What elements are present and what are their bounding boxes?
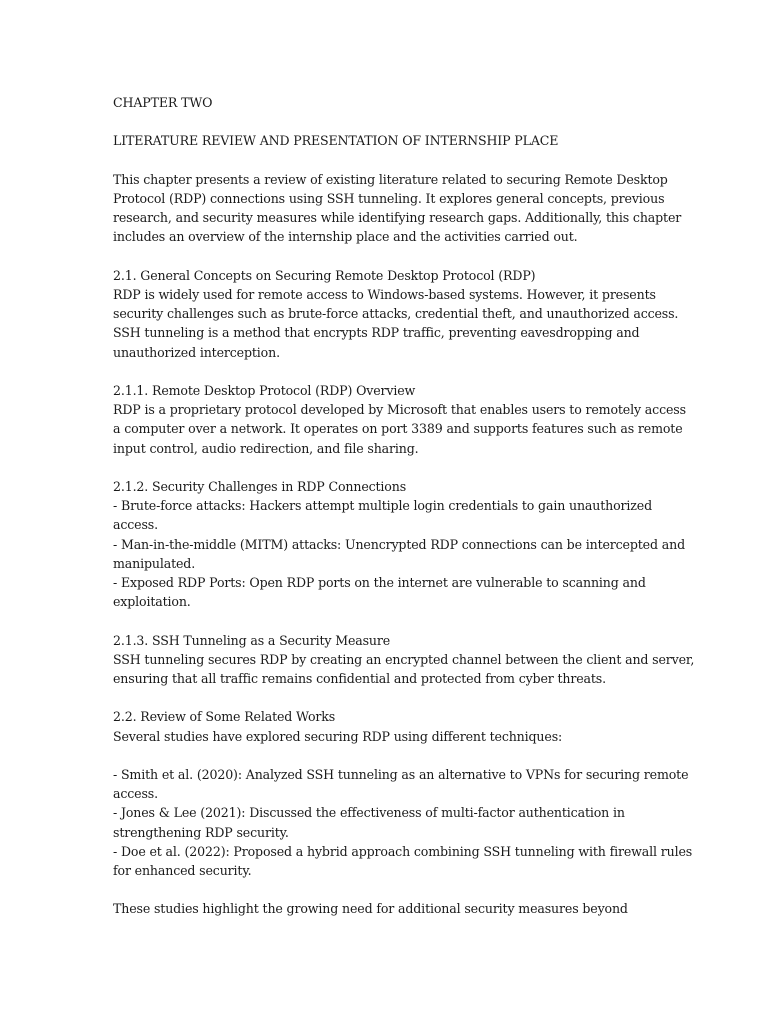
section-heading: 2.1.3. SSH Tunneling as a Security Measure — [113, 632, 391, 648]
document-page — [113, 93, 695, 938]
text-line: ensuring that all traffic remains confidential and protected from cyber threats. — [113, 671, 606, 686]
text-line: These studies highlight the growing need for additional security measures beyond — [113, 901, 628, 917]
section-heading: 2.2. Review of Some Related Works — [113, 709, 336, 725]
section-2-1-3 — [113, 631, 695, 689]
section-heading: 2.1.1. Remote Desktop Protocol (RDP) Overview — [113, 382, 416, 398]
section-heading: 2.1. General Concepts on Securing Remote Desktop Protocol (RDP) — [113, 267, 536, 283]
text-line: This chapter presents a review of existing literature related to securing Remote Desktop — [113, 171, 668, 187]
text-line: LITERATURE REVIEW AND PRESENTATION OF INTERNSHIP PLACE — [113, 133, 559, 149]
text-line: Protocol (RDP) connections using SSH tunneling. It explores general concepts, previous — [113, 190, 665, 206]
list-item-line: - Exposed RDP Ports: Open RDP ports on the internet are vulnerable to scanning and — [113, 575, 646, 590]
related-works-list — [113, 765, 693, 880]
list-item-line: - Jones & Lee (2021): Discussed the effectiveness of multi-factor authentication in — [113, 805, 625, 821]
list-item-line: - Brute-force attacks: Hackers attempt multiple login credentials to gain unauthorized — [113, 498, 653, 514]
chapter-heading — [113, 93, 658, 112]
list-item-line: strengthening RDP security. — [113, 824, 289, 840]
text-line: security challenges such as brute-force attacks, credential theft, and unauthorized access. — [113, 306, 679, 322]
text-line: unauthorized interception. — [113, 344, 280, 360]
text-line: CHAPTER TWO — [113, 95, 213, 110]
section-heading: 2.1.2. Security Challenges in RDP Connections — [113, 478, 407, 494]
text-line: input control, audio redirection, and file sharing. — [113, 440, 419, 456]
intro-paragraph — [113, 170, 682, 247]
text-line: a computer over a network. It operates on port 3389 and supports features such as remote — [113, 421, 683, 437]
text-line: RDP is a proprietary protocol developed by Microsoft that enables users to remotely access — [113, 402, 686, 418]
section-2-1-1 — [113, 381, 686, 458]
list-item-line: - Doe et al. (2022): Proposed a hybrid approach combining SSH tunneling with firewall rules — [113, 843, 693, 859]
closing-paragraph — [113, 899, 658, 918]
list-item-line: - Smith et al. (2020): Analyzed SSH tunneling as an alternative to VPNs for securing remote — [113, 766, 689, 782]
list-item-line: access. — [113, 517, 158, 533]
text-line: includes an overview of the internship place and the activities carried out. — [113, 229, 578, 245]
section-2-2 — [113, 707, 658, 745]
list-item-line: manipulated. — [113, 555, 196, 571]
text-line: SSH tunneling secures RDP by creating an encrypted channel between the client and server, — [113, 651, 695, 667]
section-2-1-2 — [113, 477, 685, 611]
list-item-line: access. — [113, 786, 158, 802]
text-line: RDP is widely used for remote access to Windows-based systems. However, it presents — [113, 286, 656, 302]
text-line: Several studies have explored securing RDP using different techniques: — [113, 728, 563, 744]
section-2-1 — [113, 266, 679, 362]
list-item-line: for enhanced security. — [113, 863, 252, 878]
text-line: research, and security measures while identifying research gaps. Additionally, this chapter — [113, 210, 682, 226]
list-item-line: - Man-in-the-middle (MITM) attacks: Unencrypted RDP connections can be intercepted and — [113, 536, 685, 552]
text-line: SSH tunneling is a method that encrypts RDP traffic, preventing eavesdropping and — [113, 325, 640, 341]
chapter-title — [113, 131, 658, 150]
list-item-line: exploitation. — [113, 594, 191, 610]
